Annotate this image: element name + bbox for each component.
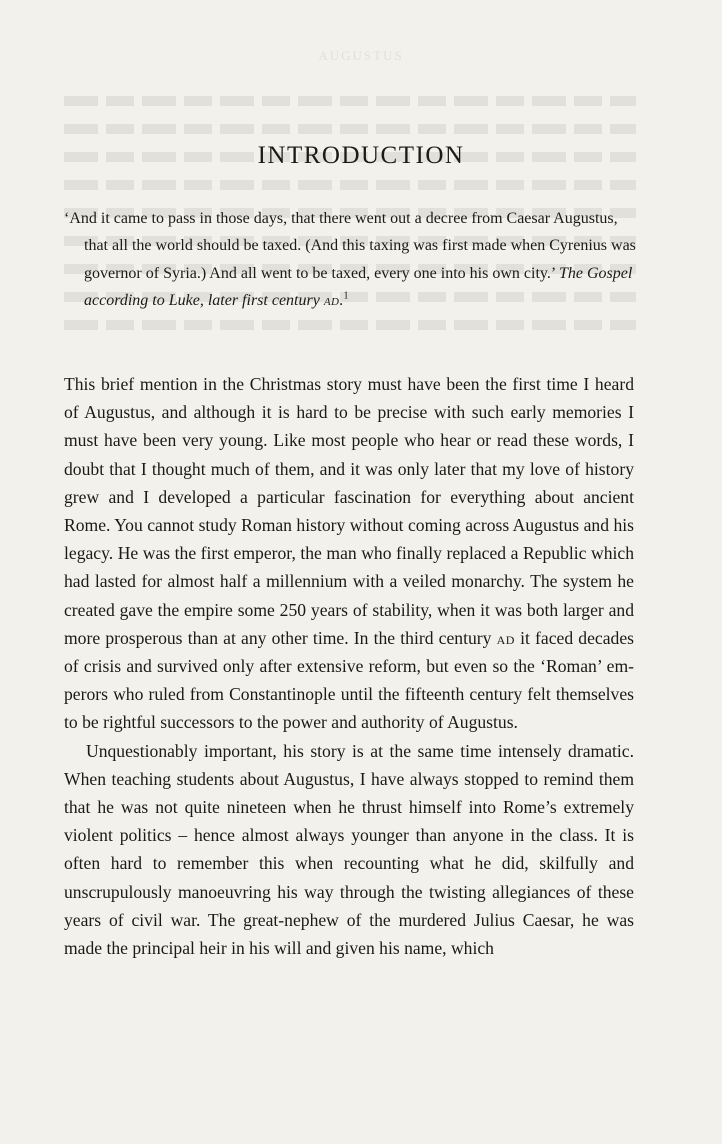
epigraph-era: ad [323,292,340,310]
ghost-running-header: AUGUSTUS [318,48,404,63]
chapter-title: INTRODUCTION [257,142,465,169]
era-label: ad [496,627,515,648]
epigraph-quote: ‘And it came to pass in those days, that there went out a decree from Caesar Augustus, that all the world should be taxed. (And this taxing was first made when Cyrenius was governor of Syria.) And all went to be taxed, every one into his own city.’ [64,210,636,282]
epigraph-source: The Gospel according to Luke, later first century [84,264,633,310]
paragraph-1: This brief mention in the Christmas story must have been the first time I heard of Augustus, and although it is hard to be precise with such early memories I must have been very young. Like most people who hear or read these words, I doubt that I thought much of them, and it was only later that my love of history grew and I developed a particular fascination for everything about ancient Rome. You cannot study Roman history without coming across Augustus and his legacy. He was the first emperor, the man who finally replaced a Republic which had lasted for almost half a millennium with a veiled monarchy. The system he created gave the empire some 250 years of stability, when it was both larger and more prosperous than at any other time. In the third century ad it faced decades of crisis and survived only after extensive reform, but even so the ‘Roman’ emperors who ruled from Constantinople until the fifteenth century felt themselves to be rightful successors to the power and authority of Augustus. [64,374,634,733]
footnote-marker[interactable]: 1 [343,290,349,302]
epigraph [64,205,639,315]
paragraph-2: Unquestionably important, his story is at the same time intensely dramatic. When teaching students about Augustus, I have always stopped to remind them that he was not quite nineteen when he thrust himself into Rome’s extremely violent politics – hence almost always younger than anyone in the class. It is often hard to remember this when recounting what he did, skilfully and unscrupulously manoeuvring his way through the twisting allegiances of these years of civil war. The great-nephew of the murdered Julius Caesar, he was made the principal heir in his will and given his name, which [64,740,634,959]
epigraph-paragraph: ‘And it came to pass in those days, that there went out a decree from Caesar Augustus, that all the world should be taxed. (And this taxing was first made when Cyrenius was governor of Syria.) And all went to be taxed, every one into his own city.’ The Gospel according to Luke, later first century ad.$^1$ [64,210,636,310]
body-text [64,370,634,962]
